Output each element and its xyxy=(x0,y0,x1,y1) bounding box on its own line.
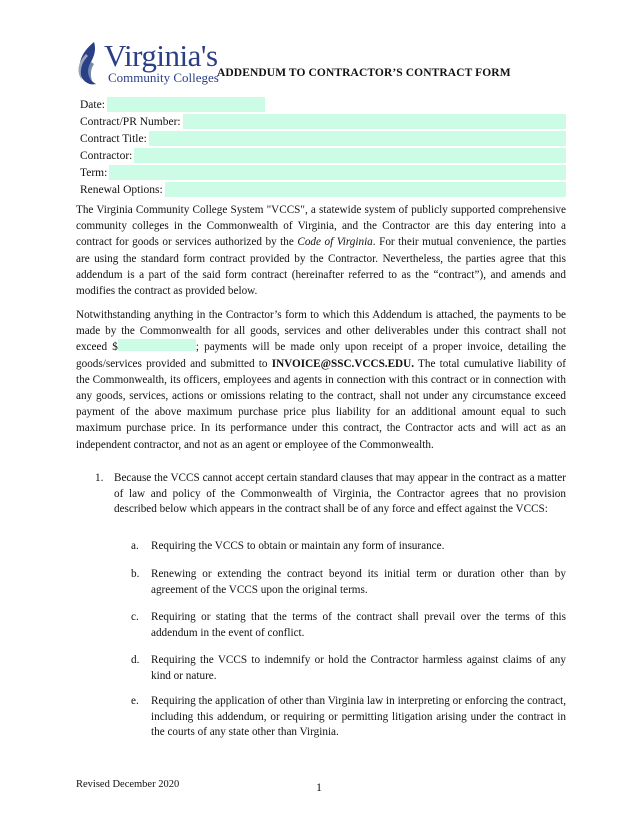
list-item-d xyxy=(131,653,566,684)
renewal-options-input[interactable] xyxy=(165,182,566,197)
item-text: Requiring or stating that the terms of the contract shall prevail over the terms of this addendum in the event of conflict. xyxy=(151,611,566,639)
field-contract-number xyxy=(80,113,566,130)
list-item-1 xyxy=(95,471,566,518)
page-number: 1 xyxy=(316,780,322,794)
field-label: Contract Title: xyxy=(80,132,147,145)
contractor-input[interactable] xyxy=(134,148,566,163)
field-label: Renewal Options: xyxy=(80,183,163,196)
item-text: Because the VCCS cannot accept certain standard clauses that may appear in the contract as a matter of law and policy of the Commonwealth of Virginia, the Contractor agrees that no provision described below which appears in the contract shall be of any force and effect against the VCCS: xyxy=(114,472,566,515)
list-item-a xyxy=(131,539,566,555)
para2-text-end: The total cumulative liability of the Commonwealth, its officers, employees and agents in connection with this contract or in connection with any goods, services, actions or omissions relating to the contract, shall not under any circumstance exceed payment of the above maximum purchase price plus liability for an additional amount equal to such maximum purchase price. In its performance under this contract, the Contractor acts and will act as an independent contractor, and not as an agent or employee of the Commonwealth. xyxy=(76,357,567,451)
payment-paragraph xyxy=(76,307,566,453)
logo-main-text: Virginia's xyxy=(104,38,218,73)
para2-text-middle: ; payments will be made only upon receipt of a proper invoice, detailing the goods/services provided and submitted to xyxy=(76,341,566,370)
item-letter: e. xyxy=(131,695,139,707)
item-letter: b. xyxy=(131,568,140,580)
item-letter: a. xyxy=(131,540,139,552)
header-fields xyxy=(80,96,566,198)
item-text: Requiring the VCCS to obtain or maintain any form of insurance. xyxy=(151,540,445,552)
date-input[interactable] xyxy=(107,97,265,112)
item-letter: c. xyxy=(131,611,139,623)
list-item-c xyxy=(131,610,566,641)
invoice-email: INVOICE@SSC.VCCS.EDU. xyxy=(271,357,415,370)
contract-title-input[interactable] xyxy=(149,131,566,146)
field-date xyxy=(80,96,566,113)
field-label: Date: xyxy=(80,98,105,111)
term-input[interactable] xyxy=(109,165,566,180)
para2-text: Notwithstanding anything in the Contractor’s form to which this Addendum is attached, the payments to be made by the Commonwealth for all goods, services and other deliverables under this contract shall not exceed $ xyxy=(76,309,566,354)
item-letter: d. xyxy=(131,654,140,666)
list-item-b xyxy=(131,567,566,598)
field-label: Contract/PR Number: xyxy=(80,115,181,128)
code-of-virginia: Code of Virginia xyxy=(297,236,373,249)
field-contract-title xyxy=(80,130,566,147)
contract-number-input[interactable] xyxy=(183,114,566,129)
revision-note: Revised December 2020 xyxy=(76,779,180,790)
para1-text: The Virginia Community College System "VCCS", a statewide system of publicly supported comprehensive community colleges in the Commonwealth of Virginia, and the Contractor are this day entering into a contract for goods or services authorized by the xyxy=(76,204,566,249)
intro-paragraph xyxy=(76,202,566,299)
para1-text-end: . For their mutual convenience, the parties are using the standard form contract provided by the Contractor. Nevertheless, the parties agree that this addendum is a part of the said form contract (hereinafter referred to as the “contract”), and amends and modifies the contract as provided below. xyxy=(76,236,566,298)
item-text: Requiring the VCCS to indemnify or hold the Contractor harmless against claims of any kind or nature. xyxy=(151,654,566,682)
field-contractor xyxy=(80,147,566,164)
field-renewal-options xyxy=(80,181,566,198)
logo-sub-text: Community Colleges xyxy=(108,70,219,85)
item-text: Requiring the application of other than Virginia law in interpreting or enforcing the contract, including this addendum, or requiring or permitting litigation arising under the contract in the courts of any state other than Virginia. xyxy=(151,695,566,738)
field-label: Contractor: xyxy=(80,149,133,162)
vccs-logo xyxy=(70,38,219,88)
field-term xyxy=(80,164,566,181)
field-label: Term: xyxy=(80,166,108,179)
item-text: Renewing or extending the contract beyond its initial term or duration other than by agreement of the VCCS upon the original terms. xyxy=(151,568,566,596)
item-number: 1. xyxy=(95,472,104,484)
document-title: ADDENDUM TO CONTRACTOR’S CONTRACT FORM xyxy=(217,67,511,79)
amount-input[interactable] xyxy=(118,339,196,351)
list-item-e xyxy=(131,694,566,741)
